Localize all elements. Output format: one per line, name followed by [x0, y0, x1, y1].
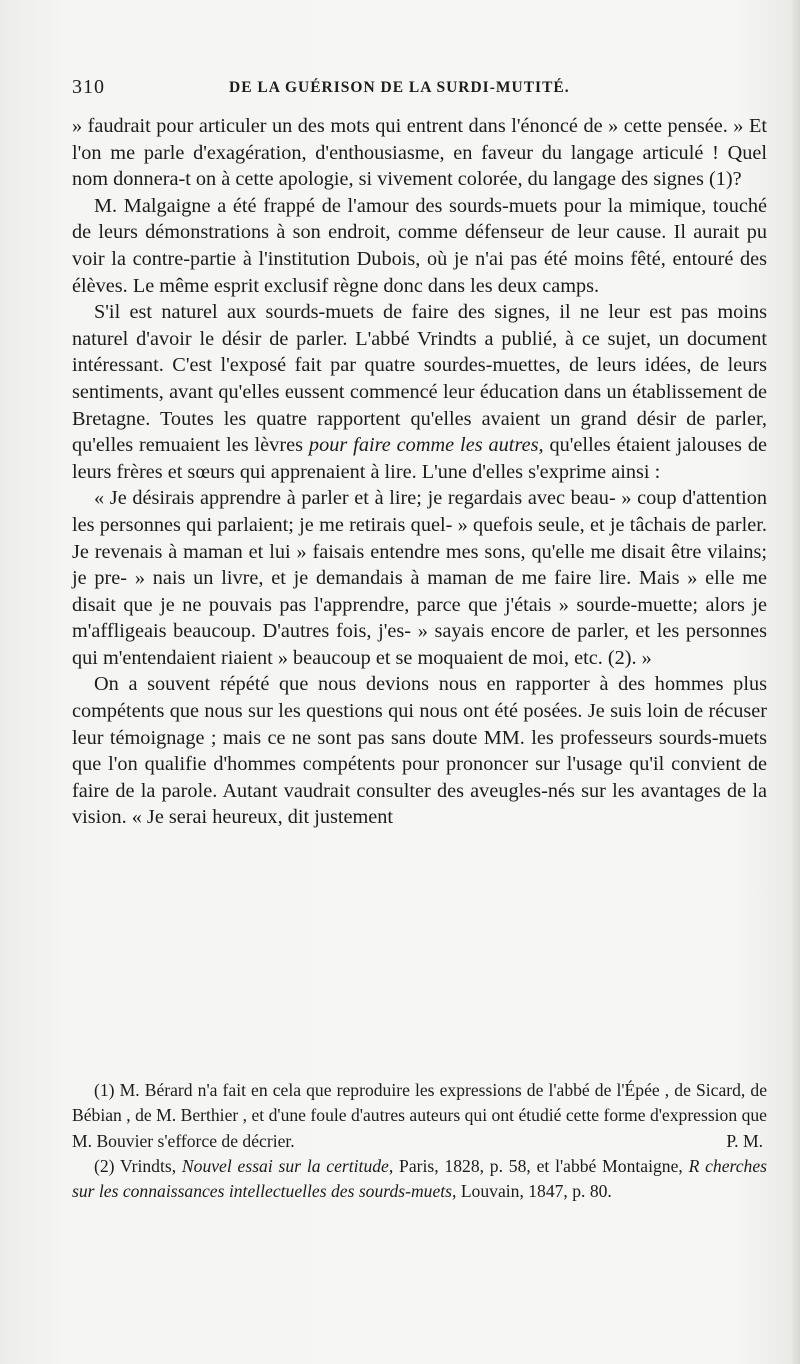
footnote-2 — [72, 1154, 767, 1205]
body-text — [72, 113, 767, 831]
footnote-2-text-c: , Louvain, 1847, p. 80. — [452, 1181, 612, 1202]
paragraph-malgaigne: M. Malgaigne a été frappé de l'amour des sourds-muets pour la mimique, touché de leurs démonstrations à son endroit, comme défenseur de leur cause. Il aurait pu voir la contre-partie à l'institution Dubois, où je n'ai pas été moins fêté, entouré des élèves. Le même esprit exclusif règne donc dans les deux camps. — [72, 194, 767, 297]
footnote-1 — [72, 1078, 767, 1154]
paragraph-vrindts-italic: pour faire comme les autres — [308, 434, 539, 457]
page-number: 310 — [72, 76, 105, 98]
footnote-1-text: (1) M. Bérard n'a fait en cela que reproduire les expressions de l'abbé de l'Épée , de Sicard, de Bébian , de M. Berthier , et d'une foule d'autres auteurs qui ont étudié cette forme d'expression que M. Bouvier s'efforce de décrier. — [72, 1080, 767, 1151]
running-head: DE LA GUÉRISON DE LA SURDI-MUTITÉ. — [229, 79, 570, 96]
footnote-2-title-2: R cherches sur les connaissances intellectuelles des sourds-muets — [72, 1155, 767, 1202]
footnote-2-text-b: , Paris, 1828, p. 58, et l'abbé Montaigne, — [388, 1155, 689, 1176]
paragraph-continuation: » faudrait pour articuler un des mots qui entrent dans l'énoncé de » cette pensée. » Et l'on me parle d'exagération, d'enthousiasme, en faveur du langage articulé ! Quel nom donnera-t on à cette apologie, si vivement colorée, du langage des signes (1)? — [72, 115, 767, 191]
paragraph-vrindts — [72, 299, 767, 485]
paragraph-vrindts-text-b: , qu'elles étaient jalouses de leurs frères et sœurs qui apprenaient à lire. L'une d'elles s'exprime ainsi : — [72, 434, 767, 483]
footnote-1-signature: P. M. — [726, 1130, 763, 1151]
paragraph-vrindts-text-a: S'il est naturel aux sourds-muets de faire des signes, il ne leur est pas moins naturel d'avoir le désir de parler. L'abbé Vrindts a publié, à ce sujet, un document intéressant. C'est l'exposé fait par quatre sourdes-muettes, de leurs idées, de leurs sentiments, avant qu'elles eussent commencé leur éducation dans un établissement de Bretagne. Toutes les quatre rapportent qu'elles avaient un grand désir de parler, qu'elles remuaient les lèvres — [72, 301, 767, 457]
footnotes — [72, 1078, 767, 1204]
paragraph-competence: On a souvent répété que nous devions nous en rapporter à des hommes plus compétents que nous sur les questions qui nous ont été posées. Je suis loin de récuser leur témoignage ; mais ce ne sont pas sans doute MM. les professeurs sourds-muets que l'on qualifie d'hommes compétents pour prononcer sur l'usage qu'il convient de faire de la parole. Autant vaudrait consulter des aveugles-nés sur les avantages de la vision. « Je serai heureux, dit justement — [72, 673, 767, 829]
footnote-2-title-1: Nouvel essai sur la certitude — [181, 1155, 389, 1176]
page-header — [72, 76, 772, 102]
block-quotation: « Je désirais apprendre à parler et à lire; je regardais avec beau- » coup d'attention les personnes qui parlaient; je me retirais quel- » quefois seule, et je tâchais de parler. Je revenais à maman et lui » faisais entendre mes sons, qu'elle me disait être vilains; je pre- » nais un livre, et je demandais à maman de me faire lire. Mais » elle me disait que je ne pouvais pas l'apprendre, parce que j'étais » sourde-muette; alors je m'affligeais beaucoup. D'autres fois, j'es- » sayais encore de parler, et les personnes qui m'entendaient riaient » beaucoup et se moquaient de moi, etc. (2). » — [72, 487, 767, 669]
page-edge-shadow — [790, 0, 800, 1364]
footnote-2-text-a: (2) Vrindts, — [94, 1155, 182, 1176]
